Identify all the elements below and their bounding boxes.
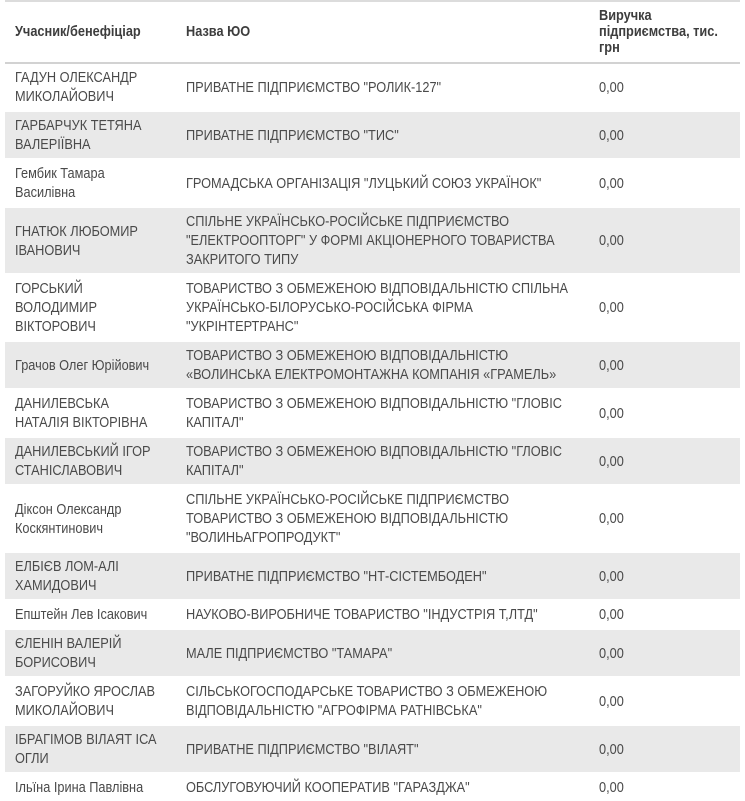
beneficiary-name: Гембик Тамара Василівна [15, 165, 105, 201]
company-name: ТОВАРИСТВО З ОБМЕЖЕНОЮ ВІДПОВІДАЛЬНІСТЮ СПІЛЬНА УКРАЇНСЬКО-БІЛОРУСЬКО-РОСІЙСЬКА ФІРМА "УКРІНТЕРТРАНС" [186, 280, 569, 335]
revenue-value: 0,00 [599, 299, 624, 316]
table-row [5, 389, 740, 437]
company-name: НАУКОВО-ВИРОБНИЧЕ ТОВАРИСТВО "ІНДУСТРІЯ Т,ЛТД" [186, 606, 538, 623]
beneficiary-name: Епштейн Лев Ісакович [15, 606, 148, 623]
beneficiary-cell [5, 437, 176, 485]
beneficiary-cell [5, 552, 176, 600]
beneficiary-cell [5, 274, 176, 341]
table-row [5, 111, 740, 159]
revenue-value: 0,00 [599, 510, 624, 527]
revenue-cell [589, 341, 740, 389]
beneficiary-name: Ільїна Ірина Павлівна [15, 779, 144, 796]
company-cell [176, 111, 589, 159]
company-cell [176, 485, 589, 552]
revenue-cell [589, 207, 740, 274]
company-cell [176, 159, 589, 207]
beneficiary-name: ДАНИЛЕВСЬКА НАТАЛІЯ ВІКТОРІВНА [15, 395, 148, 431]
revenue-value: 0,00 [599, 174, 624, 192]
company-cell [176, 552, 589, 600]
company-cell [176, 437, 589, 485]
revenue-value: 0,00 [599, 567, 624, 585]
company-name: ПРИВАТНЕ ПІДПРИЄМСТВО "ТИС" [186, 126, 399, 144]
company-name: ТОВАРИСТВО З ОБМЕЖЕНОЮ ВІДПОВІДАЛЬНІСТЮ "ГЛОВІС КАПІТАЛ" [186, 395, 562, 431]
table-row [5, 725, 740, 773]
revenue-cell [589, 629, 740, 677]
table-row [5, 437, 740, 485]
revenue-value: 0,00 [599, 126, 624, 144]
beneficiary-name: ГАДУН ОЛЕКСАНДР МИКОЛАЙОВИЧ [15, 69, 138, 105]
table-row [5, 552, 740, 600]
column-header-beneficiary-label: Учасник/бенефіціар [15, 23, 141, 40]
beneficiary-cell [5, 63, 176, 111]
company-cell [176, 207, 589, 274]
beneficiary-cell [5, 600, 176, 629]
table-row [5, 773, 740, 801]
beneficiary-cell [5, 629, 176, 677]
revenue-cell [589, 63, 740, 111]
revenue-value: 0,00 [599, 404, 624, 422]
revenue-value: 0,00 [599, 644, 624, 662]
table-row [5, 485, 740, 552]
revenue-value: 0,00 [599, 692, 624, 710]
beneficiary-cell [5, 207, 176, 274]
company-name: ГРОМАДСЬКА ОРГАНІЗАЦІЯ "ЛУЦЬКИЙ СОЮЗ УКРАЇНОК" [186, 174, 542, 192]
company-name: СПІЛЬНЕ УКРАЇНСЬКО-РОСІЙСЬКЕ ПІДПРИЄМСТВО ТОВАРИСТВО З ОБМЕЖЕНОЮ ВІДПОВІДАЛЬНІСТЮ "ВОЛИНЬАГРОПРОДУКТ" [186, 491, 509, 546]
company-cell [176, 389, 589, 437]
beneficiary-name: ЕЛБІЄВ ЛОМ-АЛІ ХАМИДОВИЧ [15, 558, 119, 594]
beneficiary-cell [5, 389, 176, 437]
revenue-value: 0,00 [599, 452, 624, 470]
beneficiary-name: ГНАТЮК ЛЮБОМИР ІВАНОВИЧ [15, 222, 138, 259]
column-header-revenue [589, 1, 740, 63]
company-name: ПРИВАТНЕ ПІДПРИЄМСТВО "ВІЛАЯТ" [186, 740, 419, 758]
table-row [5, 600, 740, 629]
revenue-value: 0,00 [599, 232, 624, 249]
beneficiary-cell [5, 111, 176, 159]
beneficiary-name: ДАНИЛЕВСЬКИЙ ІГОР СТАНІСЛАВОВИЧ [15, 443, 151, 479]
company-name: СІЛЬСЬКОГОСПОДАРСЬКЕ ТОВАРИСТВО З ОБМЕЖЕНОЮ ВІДПОВІДАЛЬНІСТЮ "АГРОФІРМА РАТНІВСЬКА" [186, 683, 548, 719]
beneficiary-cell [5, 159, 176, 207]
beneficiary-name: Діксон Олександр Коскянтинович [15, 500, 122, 537]
revenue-cell [589, 274, 740, 341]
company-name: ОБСЛУГОВУЮЧИЙ КООПЕРАТИВ "ГАРАЗДЖА" [186, 779, 470, 796]
company-name: ПРИВАТНЕ ПІДПРИЄМСТВО "РОЛИК-127" [186, 78, 442, 96]
column-header-company-label: Назва ЮО [186, 23, 251, 40]
table-row [5, 207, 740, 274]
company-cell [176, 63, 589, 111]
table-row [5, 341, 740, 389]
company-name: СПІЛЬНЕ УКРАЇНСЬКО-РОСІЙСЬКЕ ПІДПРИЄМСТВО "ЕЛЕКТРООПТОРГ" У ФОРМІ АКЦІОНЕРНОГО ТОВАРИСТВА ЗАКРИТОГО ТИПУ [186, 213, 555, 268]
beneficiaries-table [5, 0, 740, 801]
company-cell [176, 725, 589, 773]
revenue-cell [589, 111, 740, 159]
beneficiary-cell [5, 725, 176, 773]
table-row [5, 159, 740, 207]
company-cell [176, 677, 589, 725]
company-cell [176, 629, 589, 677]
company-cell [176, 600, 589, 629]
header-row [5, 1, 740, 63]
revenue-cell [589, 600, 740, 629]
company-cell [176, 341, 589, 389]
beneficiary-name: ГАРБАРЧУК ТЕТЯНА ВАЛЕРІЇВНА [15, 117, 142, 153]
revenue-cell [589, 389, 740, 437]
beneficiary-cell [5, 773, 176, 801]
column-header-revenue-label: Виручка підприємства, тис. грн [599, 7, 718, 56]
revenue-cell [589, 773, 740, 801]
beneficiary-cell [5, 485, 176, 552]
company-cell [176, 773, 589, 801]
revenue-cell [589, 437, 740, 485]
revenue-value: 0,00 [599, 606, 624, 623]
table-row [5, 274, 740, 341]
beneficiary-name: Грачов Олег Юрійович [15, 356, 150, 374]
table-header [5, 1, 740, 63]
revenue-value: 0,00 [599, 78, 624, 96]
revenue-cell [589, 485, 740, 552]
table-row [5, 677, 740, 725]
beneficiary-name: ІБРАГІМОВ ВІЛАЯТ ІСА ОГЛИ [15, 731, 157, 767]
column-header-beneficiary [5, 1, 176, 63]
beneficiary-cell [5, 677, 176, 725]
company-name: ТОВАРИСТВО З ОБМЕЖЕНОЮ ВІДПОВІДАЛЬНІСТЮ «ВОЛИНСЬКА ЕЛЕКТРОМОНТАЖНА КОМПАНІЯ «ГРАМЕЛЬ» [186, 347, 557, 383]
company-name: МАЛЕ ПІДПРИЄМСТВО "ТАМАРА" [186, 644, 393, 662]
revenue-cell [589, 677, 740, 725]
company-name: ТОВАРИСТВО З ОБМЕЖЕНОЮ ВІДПОВІДАЛЬНІСТЮ "ГЛОВІС КАПІТАЛ" [186, 443, 562, 479]
revenue-cell [589, 159, 740, 207]
table-row [5, 63, 740, 111]
revenue-value: 0,00 [599, 356, 624, 374]
revenue-cell [589, 725, 740, 773]
revenue-value: 0,00 [599, 740, 624, 758]
beneficiary-name: ЄЛЕНІН ВАЛЕРІЙ БОРИСОВИЧ [15, 635, 122, 671]
company-cell [176, 274, 589, 341]
table-body [5, 63, 740, 801]
revenue-cell [589, 552, 740, 600]
beneficiary-cell [5, 341, 176, 389]
beneficiary-name: ГОРСЬКИЙ ВОЛОДИМИР ВІКТОРОВИЧ [15, 280, 97, 335]
column-header-company [176, 1, 589, 63]
company-name: ПРИВАТНЕ ПІДПРИЄМСТВО "НТ-СІСТЕМБОДЕН" [186, 567, 487, 585]
revenue-value: 0,00 [599, 779, 624, 796]
table-row [5, 629, 740, 677]
beneficiary-name: ЗАГОРУЙКО ЯРОСЛАВ МИКОЛАЙОВИЧ [15, 683, 156, 719]
